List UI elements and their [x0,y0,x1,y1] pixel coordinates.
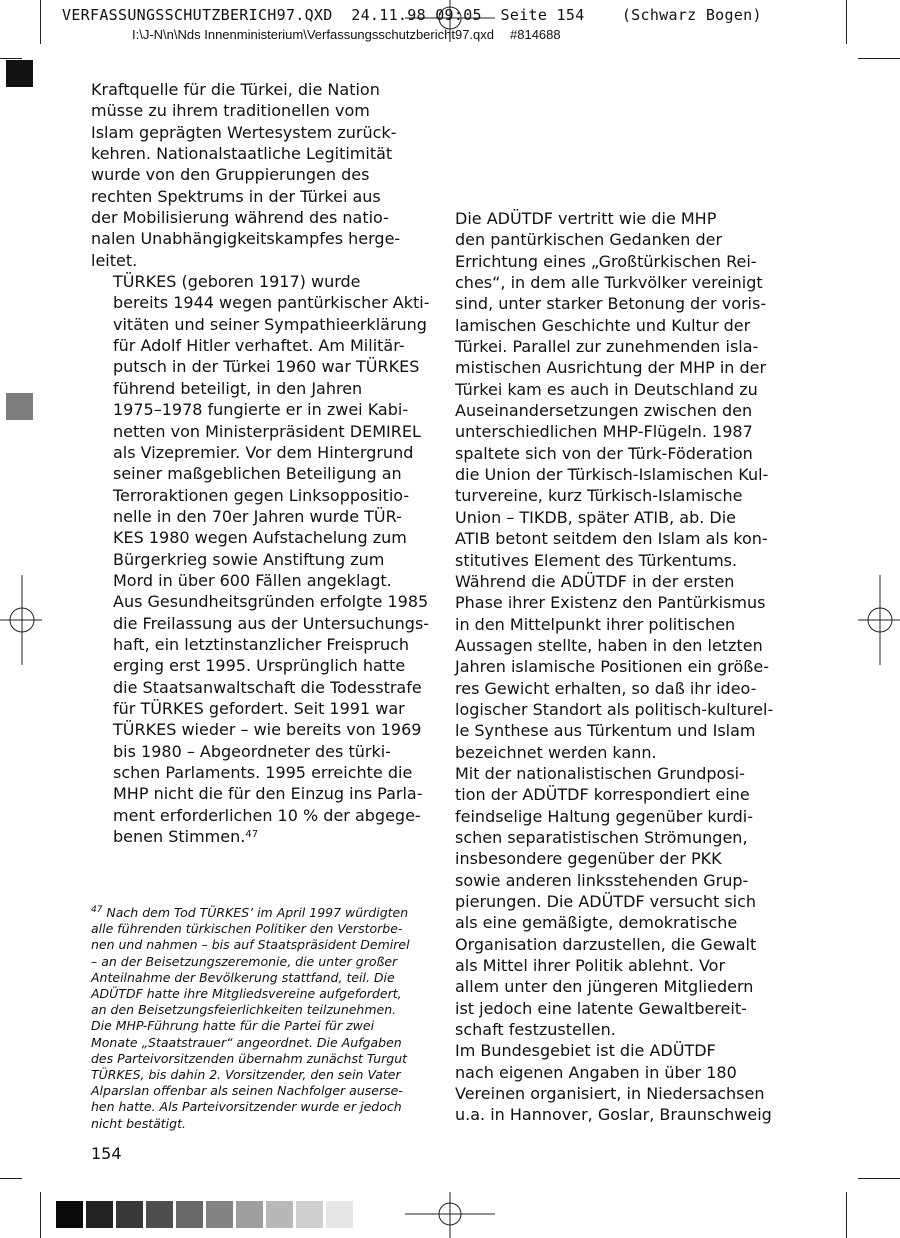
text-line: turvereine, kurz Türkisch-Islamische [455,486,743,506]
text-line: lamischen Geschichte und Kultur der [455,315,751,335]
text-line: Islam geprägten Wertesystem zurück- [91,122,397,142]
text-line: seiner maßgeblichen Beteiligung an [113,464,402,484]
footnote-line: nen und nahmen – bis auf Staatspräsident Demirel [91,937,410,953]
text-line: le Synthese aus Türkentum und Islam [455,721,756,741]
text-line: nelle in den 70er Jahren wurde TÜR- [113,506,402,526]
footnote-line [91,905,409,921]
text-line: Bürgerkrieg sowie Anstiftung zum [113,549,385,569]
text-line: schen Parlaments. 1995 erreichte die [113,763,413,782]
text-line: Aussagen stellte, haben in den letzten [455,635,763,655]
text-line: Mit der nationalistischen Grundposi- [455,763,745,783]
text-line: Aus Gesundheitsgründen erfolgte 1985 [113,592,429,612]
footnote-text: Nach dem Tod TÜRKES’ im April 1997 würdigten [102,905,409,920]
text-line: Türkei. Parallel zur zunehmenden isla- [455,337,759,357]
left-paragraph-2 [91,271,430,847]
right-column [433,208,774,1126]
text-line: bezeichnet werden kann. [455,742,657,762]
text-line: kehren. Nationalstaatliche Legitimität [91,144,393,164]
crop-mark [858,1178,900,1179]
text-line: vitäten und seiner Sympathieerklärung [113,314,427,334]
text-line: Mord in über 600 Fällen angeklagt. [113,570,392,590]
footnote-line: ADÜTDF hatte ihre Mitgliedsvereine aufgefordert, [91,986,402,1002]
text-line: als Vizepremier. Vor dem Hintergrund [113,442,414,462]
color-swatch [296,1201,323,1228]
text-line: stitutives Element des Türkentums. [455,550,738,570]
text-line: Während die ADÜTDF in der ersten [455,571,735,591]
text-line: TÜRKES wieder – wie bereits von 1969 [113,720,422,740]
text-line: Kraftquelle für die Türkei, die Nation [91,80,380,99]
text-line: als Mittel ihrer Politik ablehnt. Vor [455,956,726,976]
color-swatch [236,1201,263,1228]
footnote-line: an den Beisetzungsfeierlichkeiten teilzunehmen. [91,1002,397,1018]
footnote-47 [91,905,410,1132]
text-line: Phase ihrer Existenz den Pantürkismus [455,593,766,613]
text-line: Union – TIKDB, später ATIB, ab. Die [455,507,737,527]
text-line: leitet. [91,250,138,270]
color-swatch [206,1201,233,1228]
text-line: haft, ein letztinstanzlicher Freispruch [113,634,410,654]
text-line: Organisation darzustellen, die Gewalt [455,934,757,954]
footnote-line: Alparslan offenbar als seinen Nachfolger auserse- [91,1083,403,1099]
left-column [91,79,430,847]
text-line: pierungen. Die ADÜTDF versucht sich [455,892,757,911]
text-line: nalen Unabhängigkeitskampfes herge- [91,229,401,249]
registration-mark-bottom [405,1192,495,1238]
text-line: tion der ADÜTDF korrespondiert eine [455,785,750,805]
text-line: netten von Ministerpräsident DEMIREL [113,421,421,441]
left-paragraph-1 [91,79,401,271]
color-swatch [176,1201,203,1228]
text-line: die Staatsanwaltschaft die Todesstrafe [113,677,422,697]
text-line: benen Stimmen.$^{47}$ [113,827,259,847]
color-swatch [326,1201,353,1228]
color-swatch [266,1201,293,1228]
text-line: die Union der Türkisch-Islamischen Kul- [455,465,769,485]
footnote-line: hen hatte. Als Parteivorsitzender wurde er jedoch [91,1099,402,1115]
text-line: Terroraktionen gegen Linksoppositio- [113,485,410,505]
job-number: #814688 [510,27,561,42]
text-line: ches“, in dem alle Turkvölker vereinigt [455,273,763,293]
color-swatch [146,1201,173,1228]
crop-mark [40,1192,41,1238]
text-line: führend beteiligt, in den Jahren [113,378,363,398]
text-line: insbesondere gegenüber der PKK [455,849,722,869]
slug-line: VERFASSUNGSSCHUTZBERICH97.QXD 24.11.98 09:05 Seite 154 (Schwarz Bogen) [62,6,762,24]
text-line: sind, unter starker Betonung der voris- [455,294,767,314]
text-line: unterschiedlichen MHP-Flügeln. 1987 [455,422,753,442]
footnote-number: 47 [91,905,103,915]
text-line: bereits 1944 wegen pantürkischer Akti- [113,293,430,313]
text-line: schen separatistischen Strömungen, [455,827,748,847]
text-line: rechten Spektrums in der Türkei aus [91,186,381,206]
text-line: in den Mittelpunkt ihrer politischen [455,614,736,634]
footnote-line: nicht bestätigt. [91,1115,186,1131]
color-swatch [86,1201,113,1228]
text-line: sowie anderen linksstehenden Grup- [455,870,749,890]
text-line: als eine gemäßigte, demokratische [455,913,738,933]
text-line: Vereinen organisiert, in Niedersachsen [455,1084,765,1104]
text-line: für TÜRKES gefordert. Seit 1991 war [113,698,405,718]
crop-mark [0,58,22,59]
registration-mark-left [0,575,42,665]
crop-mark [858,58,900,59]
footnote-line: Monate „Staatstrauer“ angeordnet. Die Aufgaben [91,1034,402,1050]
text-line: ATIB betont seitdem den Islam als kon- [455,529,768,549]
text-line: Die ADÜTDF vertritt wie die MHP [455,209,717,228]
text-line: erging erst 1995. Ursprünglich hatte [113,656,406,676]
footnote-line: des Parteivorsitzenden übernahm zunächst Turgut [91,1050,408,1066]
text-line: ment erforderlichen 10 % der abgege- [113,805,421,825]
color-control-strip [56,1201,356,1228]
registration-mark-right [858,575,900,665]
text-line: feindselige Haltung gegenüber kurdi- [455,806,753,826]
file-path: I:\J-N\n\Nds Innenministerium\Verfassungsschutzbericht97.qxd [132,27,495,42]
text-line: mistischen Ausrichtung der MHP in der [455,358,767,378]
text-line: res Gewicht erhalten, so daß ihr ideo- [455,678,757,698]
text-line: Türkei kam es auch in Deutschland zu [455,379,758,399]
color-swatch [56,1201,83,1228]
text-line: müsse zu ihrem traditionellen vom [91,101,370,121]
text-line: schaft festzustellen. [455,1020,616,1040]
text-line: Errichtung eines „Großtürkischen Rei- [455,251,757,271]
right-paragraph-1 [433,208,774,763]
text-line: spaltete sich von der Türk-Föderation [455,443,753,463]
footnote-line: – an der Beisetzungszeremonie, die unter großer [91,953,398,969]
text-line: Im Bundesgebiet ist die ADÜTDF [455,1041,716,1061]
text-line: bis 1980 – Abgeordneter des türki- [113,741,391,761]
text-line: putsch in der Türkei 1960 war TÜRKES [113,357,420,377]
text-line: für Adolf Hitler verhaftet. Am Militär- [113,336,405,356]
footnote-line: alle führenden türkischen Politiker den Verstorbe- [91,921,403,937]
text-line: logischer Standort als politisch-kulturel- [455,699,774,719]
text-line: den pantürkischen Gedanken der [455,230,723,250]
text-line: die Freilassung aus der Untersuchungs- [113,613,430,633]
crop-mark [0,1178,22,1179]
crop-mark [40,0,41,44]
text-line: allem unter den jüngeren Mitgliedern [455,977,754,997]
right-paragraph-2 [433,763,757,1040]
text-line: KES 1980 wegen Aufstachelung zum [113,528,407,548]
footnote-line: Die MHP-Führung hatte für die Partei für zwei [91,1018,375,1034]
color-marker-black [6,60,33,87]
text-line: ist jedoch eine latente Gewaltbereit- [455,998,747,1018]
page-number: 154 [91,1144,122,1163]
text-line: u.a. in Hannover, Goslar, Braunschweig [455,1105,772,1125]
text-line: Jahren islamische Positionen ein größe- [455,657,769,677]
footnote-line: TÜRKES, bis dahin 2. Vorsitzender, den sein Vater [91,1067,401,1083]
text-line: nach eigenen Angaben in über 180 [455,1062,737,1082]
text-line: der Mobilisierung während des natio- [91,208,389,228]
text-line: Auseinandersetzungen zwischen den [455,401,753,421]
text-line: MHP nicht die für den Einzug ins Parla- [113,784,423,804]
footnote-reference: 47 [245,829,259,841]
text-line: wurde von den Gruppierungen des [91,165,370,185]
footnote-line: Anteilnahme der Bevölkerung stattfand, teil. Die [91,969,395,985]
text-line: 1975–1978 fungierte er in zwei Kabi- [113,400,409,420]
text-line: TÜRKES (geboren 1917) wurde [113,272,361,292]
color-marker-gray [6,393,33,420]
crop-mark [846,1192,847,1238]
right-paragraph-3 [433,1040,772,1125]
file-path-line [132,27,561,42]
color-swatch [116,1201,143,1228]
